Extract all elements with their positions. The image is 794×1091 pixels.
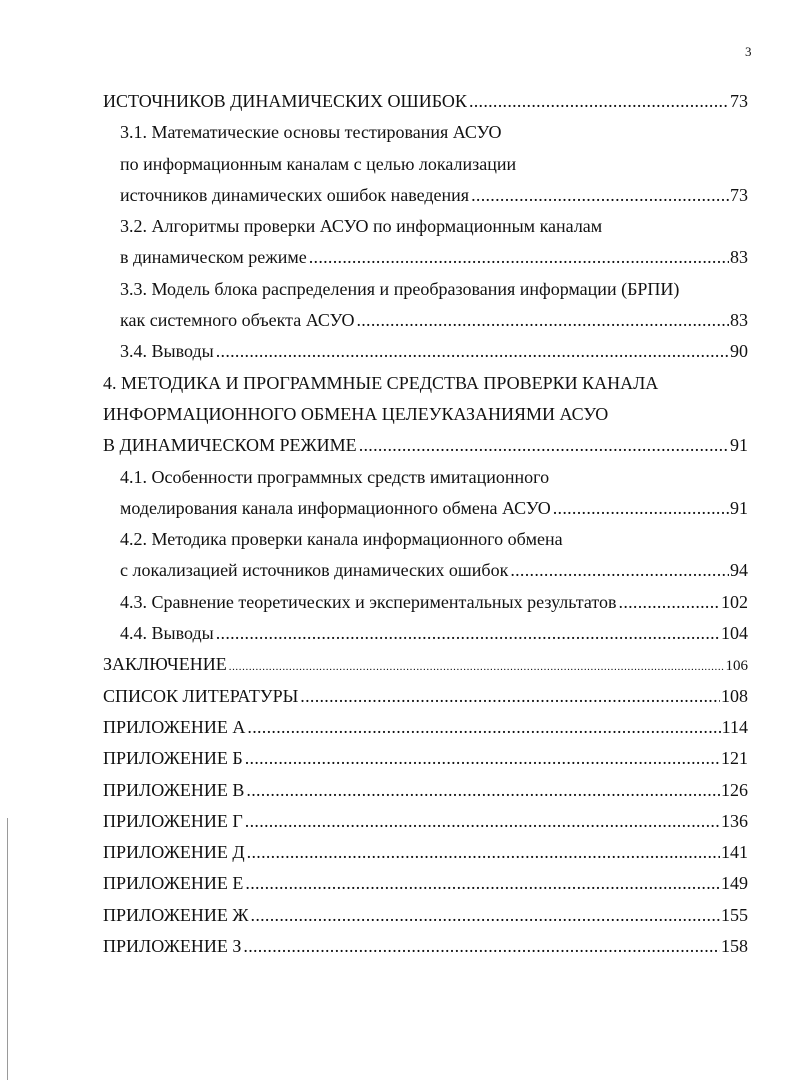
toc-entry[interactable] [103,712,748,743]
toc-dot-leader [245,806,720,837]
toc-entry-title: СПИСОК ЛИТЕРАТУРЫ [103,685,299,706]
toc-entry-title: с локализацией источников динамических ошибок [120,560,509,581]
toc-entry-page: 90 [730,341,748,362]
toc-entry[interactable] [103,305,748,336]
toc-dot-leader [300,681,720,712]
toc-entry-title: 4.3. Сравнение теоретических и экспериментальных результатов [120,591,617,612]
toc-entry-page: 102 [721,591,748,612]
toc-entry-page: 149 [721,873,748,894]
toc-entry[interactable] [103,336,748,367]
toc-entry[interactable] [103,274,748,305]
toc-dot-leader [247,837,720,868]
toc-dot-leader [553,493,729,524]
toc-entry[interactable] [103,555,748,586]
toc-entry-title: в динамическом режиме [120,247,307,268]
toc-dot-leader [216,336,729,367]
toc-entry-title: ПРИЛОЖЕНИЕ Г [103,810,243,831]
toc-entry[interactable] [103,524,748,555]
toc-entry[interactable] [103,149,748,180]
toc-entry-title: ИСТОЧНИКОВ ДИНАМИЧЕСКИХ ОШИБОК [103,91,467,111]
toc-entry[interactable] [103,618,748,649]
toc-dot-leader [359,430,729,461]
toc-entry-page: 121 [721,748,748,769]
toc-dot-leader [356,305,729,336]
toc-entry[interactable] [103,493,748,524]
toc-entry-page: 83 [730,310,748,331]
toc-dot-leader [471,180,729,211]
toc-entry-page: 73 [730,184,748,205]
toc-entry[interactable] [103,180,748,211]
toc-entry-title: 3.3. Модель блока распределения и преобразования информации (БРПИ) [120,278,680,299]
toc-entry-title: 4. МЕТОДИКА И ПРОГРАММНЫЕ СРЕДСТВА ПРОВЕРКИ КАНАЛА [103,372,659,393]
toc-entry[interactable] [103,430,748,461]
toc-entry[interactable] [103,399,748,430]
toc-entry-page: 91 [730,497,748,518]
toc-entry-title: 3.4. Выводы [120,341,214,362]
toc-entry[interactable] [103,86,748,117]
toc-entry[interactable] [103,775,748,806]
toc-dot-leader [216,618,720,649]
toc-entry[interactable] [103,117,748,148]
toc-dot-leader [251,900,720,931]
toc-entry-page: 94 [730,560,748,581]
toc-entry-title: источников динамических ошибок наведения [120,184,470,205]
toc-entry-page: 73 [730,91,748,111]
toc-entry-title: В ДИНАМИЧЕСКОМ РЕЖИМЕ [103,435,357,456]
toc-entry-title: ПРИЛОЖЕНИЕ В [103,779,245,800]
toc-entry-title: 4.1. Особенности программных средств имитационного [120,466,550,487]
toc-dot-leader [247,712,720,743]
toc-entry-title: 3.2. Алгоритмы проверки АСУО по информационным каналам [120,216,603,237]
toc-entry-title: ПРИЛОЖЕНИЕ Ж [103,904,249,925]
toc-dot-leader [469,86,729,117]
toc-entry-title: ПРИЛОЖЕНИЕ А [103,716,246,737]
left-margin-rule [7,818,8,1080]
toc-entry-page: 104 [721,623,748,644]
toc-entry-page: 158 [721,936,748,957]
toc-entry[interactable] [103,587,748,618]
toc-entry[interactable] [103,837,748,868]
toc-entry-page: 126 [721,779,748,800]
toc-entry-page: 155 [721,904,748,925]
page-number: 3 [745,44,752,59]
toc-entry[interactable] [103,900,748,931]
toc-entry-page: 91 [730,435,748,456]
toc-dot-leader [243,931,720,962]
toc-entry-title: 4.2. Методика проверки канала информационного обмена [120,529,563,550]
toc-entry[interactable] [103,868,748,899]
toc-entry-title: 4.4. Выводы [120,623,214,644]
toc-entry-title: ИНФОРМАЦИОННОГО ОБМЕНА ЦЕЛЕУКАЗАНИЯМИ АСУО [103,403,609,424]
toc-entry-page: 83 [730,247,748,268]
toc-entry-page: 136 [721,810,748,831]
toc-dot-leader [510,555,729,586]
toc-entry-title: по информационным каналам с целью локализации [120,153,517,174]
toc-entry[interactable] [103,931,748,962]
toc-entry[interactable] [103,368,748,399]
toc-entry-title: ПРИЛОЖЕНИЕ Е [103,873,244,894]
toc-entry-page: 108 [721,685,748,706]
toc-dot-leader [619,587,720,618]
toc-entry-title: 3.1. Математические основы тестирования АСУО [120,122,502,143]
toc-entry-title: ПРИЛОЖЕНИЕ Д [103,842,245,863]
toc-dot-leader [309,242,729,273]
toc-entry-title: ПРИЛОЖЕНИЕ З [103,936,242,957]
toc-entry[interactable] [103,211,748,242]
toc-entry-page: 141 [721,842,748,863]
toc-entry-page: 114 [721,716,748,737]
toc-entry[interactable] [103,743,748,774]
toc-entry[interactable] [103,462,748,493]
toc-dot-leader [245,743,720,774]
toc-entry[interactable] [103,806,748,837]
toc-entry-title: ЗАКЛЮЧЕНИЕ [103,654,227,675]
toc-entry[interactable] [103,242,748,273]
toc-entry-page: 106 [725,658,748,675]
toc-entry-title: как системного объекта АСУО [120,310,355,331]
toc-dot-leader [229,652,725,683]
table-of-contents [103,86,748,962]
toc-entry-title: ПРИЛОЖЕНИЕ Б [103,748,243,769]
toc-entry[interactable] [103,649,748,680]
toc-dot-leader [246,775,720,806]
toc-dot-leader [245,868,720,899]
toc-entry[interactable] [103,681,748,712]
toc-entry-title: моделирования канала информационного обмена АСУО [120,497,551,518]
